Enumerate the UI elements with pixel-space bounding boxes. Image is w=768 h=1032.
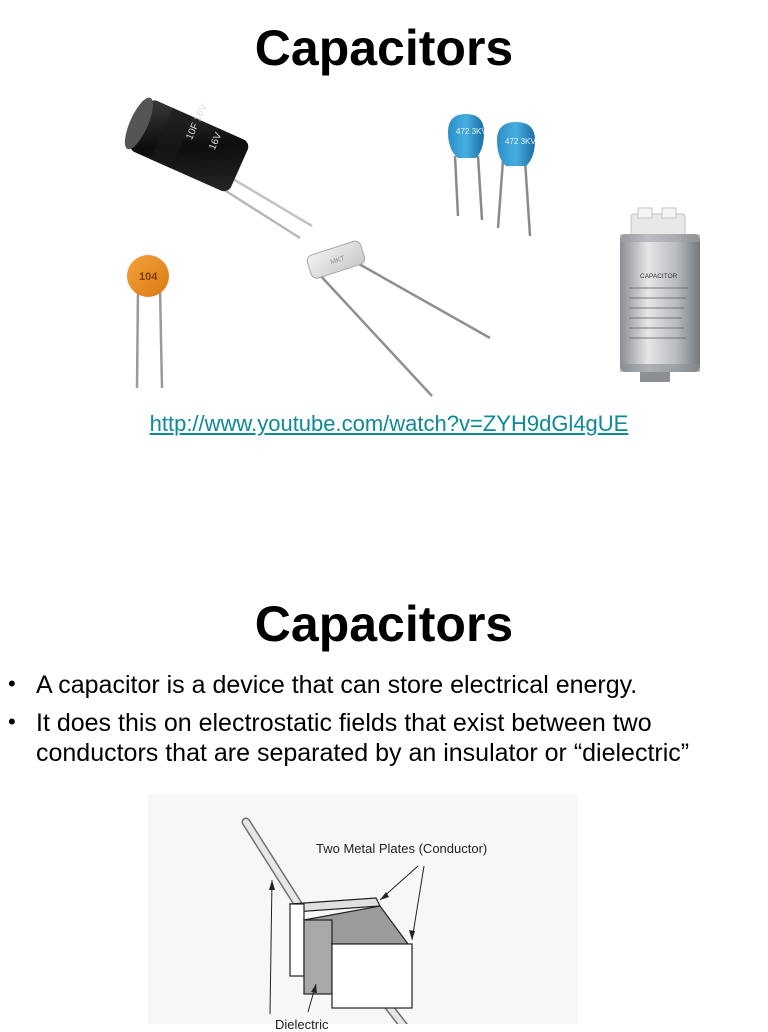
youtube-link[interactable]: http://www.youtube.com/watch?v=ZYH9dGl4gUE bbox=[149, 411, 629, 436]
ceramic-capacitor-a bbox=[448, 114, 487, 220]
dielectric-label: Dielectric bbox=[275, 1017, 329, 1032]
bullet-text: A capacitor is a device that can store electrical energy. bbox=[36, 671, 638, 699]
bullet-text: It does this on electrostatic fields that exist between two conductors that are separated by an insulator or “dielectric” bbox=[36, 709, 690, 767]
ceramic-capacitor-b bbox=[497, 122, 536, 236]
capacitor-diagram bbox=[148, 794, 578, 1032]
svg-text:MKT: MKT bbox=[329, 255, 346, 267]
bullet-list bbox=[8, 670, 764, 776]
slide-2 bbox=[0, 576, 768, 1032]
capacitor-diagram-svg bbox=[148, 794, 578, 1024]
bullet-item bbox=[8, 670, 764, 700]
svg-text:16V: 16V bbox=[207, 131, 225, 152]
slide-2-title: Capacitors bbox=[254, 596, 514, 652]
bullet-marker: • bbox=[8, 671, 16, 696]
electrolytic-label: 10F 16V bbox=[184, 102, 210, 142]
bullet-item bbox=[8, 708, 764, 768]
slide-1-title: Capacitors bbox=[254, 20, 514, 76]
plates-label: Two Metal Plates (Conductor) bbox=[316, 841, 488, 856]
canister-capacitor bbox=[620, 208, 700, 382]
capacitor-photos bbox=[0, 88, 768, 408]
canister-label: CAPACITOR bbox=[640, 273, 678, 280]
disc-label: 104 bbox=[139, 271, 158, 283]
film-capacitor bbox=[306, 240, 490, 396]
electrolytic-capacitor bbox=[119, 88, 312, 238]
capacitor-photos-svg bbox=[0, 88, 768, 408]
ceramic-a-label: 472 3KV bbox=[456, 127, 487, 136]
ceramic-b-label: 472 3KV bbox=[505, 137, 536, 146]
bullet-marker: • bbox=[8, 709, 16, 734]
slide-1 bbox=[0, 0, 768, 505]
disc-capacitor bbox=[127, 255, 169, 388]
